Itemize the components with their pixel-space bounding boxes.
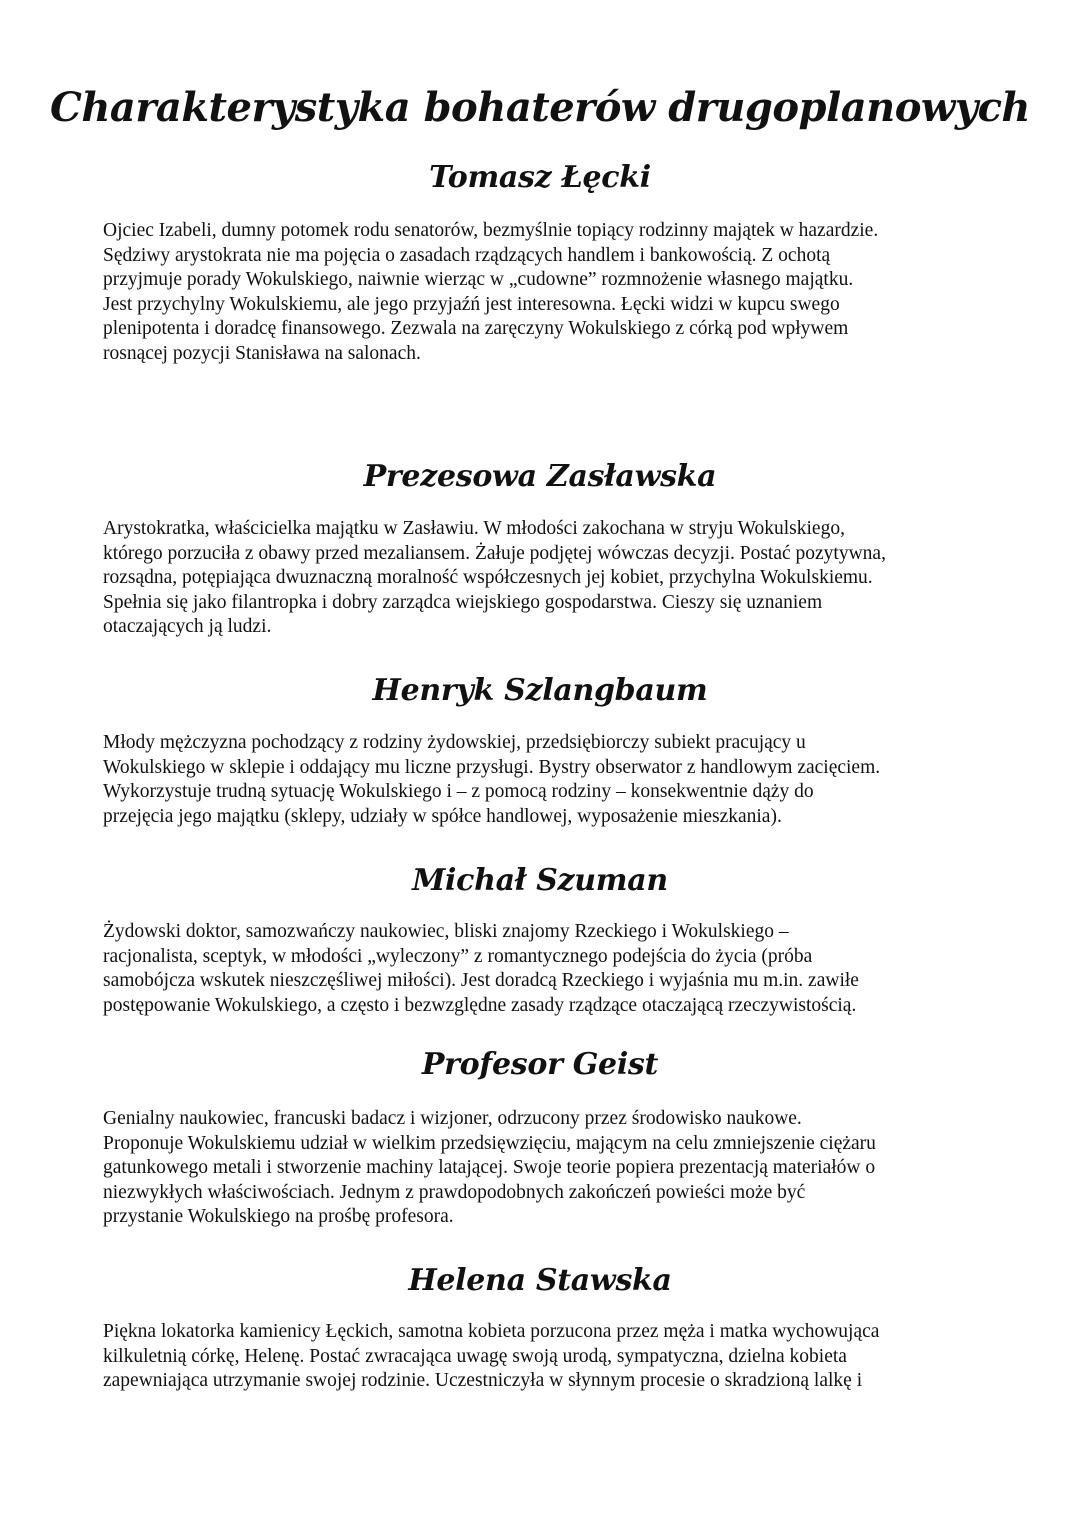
text-line: Ojciec Izabeli, dumny potomek rodu senatorów, bezmyślnie topiący rodzinny majątek w hazardzie. — [103, 220, 879, 241]
section-body-profesor-geist — [103, 1107, 983, 1230]
section-heading-profesor-geist: Profesor Geist — [421, 1047, 659, 1082]
text-line: Wykorzystuje trudną sytuację Wokulskiego i – z pomocą rodziny – konsekwentnie dąży do — [103, 781, 814, 803]
section-body-helena-stawska — [103, 1320, 983, 1394]
text-line: Jest przychylny Wokulskiemu, ale jego przyjaźń jest interesowna. Łęcki widzi w kupcu swego — [103, 293, 840, 315]
section-body-michal-szuman — [103, 920, 983, 1018]
text-line: przyjmuje porady Wokulskiego, naiwnie wierząc w „cudowne” rozmnożenie własnego majątku. — [103, 269, 854, 291]
section-heading-prezesowa-zaslawska: Prezesowa Zasławska — [363, 459, 717, 494]
section-heading-tomasz-lecki: Tomasz Łęcki — [429, 160, 651, 195]
text-line: Arystokratka, właścicielka majątku w Zasławiu. W młodości zakochana w stryju Wokulskiego, — [103, 518, 845, 539]
section-heading-michal-szuman: Michał Szuman — [412, 863, 668, 898]
text-line: otaczających ją ludzi. — [103, 616, 272, 638]
section-body-prezesowa-zaslawska — [103, 517, 983, 640]
text-line: przejęcia jego majątku (sklepy, udziały w spółce handlowej, wyposażenie mieszkania). — [103, 805, 782, 827]
text-line: Żydowski doktor, samozwańczy naukowiec, bliski znajomy Rzeckiego i Wokulskiego – — [103, 921, 789, 942]
text-line: kilkuletnią córkę, Helenę. Postać zwracająca uwagę swoją urodą, sympatyczna, dzielna kobieta — [103, 1345, 847, 1367]
text-line: gatunkowego metali i stworzenie machiny latającej. Swoje teorie popiera prezentacją materiałów o — [103, 1157, 876, 1179]
text-line: postępowanie Wokulskiego, a często i bezwzględne zasady rządzące otaczającą rzeczywistością. — [103, 994, 857, 1016]
text-line: samobójcza wskutek nieszczęśliwej miłości). Jest doradcą Rzeckiego i wyjaśnia mu m.in. zawiłe — [103, 970, 859, 992]
text-line: Wokulskiego w sklepie i oddający mu liczne przysługi. Bystry obserwator z handlowym zacięciem. — [103, 756, 881, 778]
text-line: racjonalista, sceptyk, w młodości „wyleczony” z romantycznego podejścia do życia (próba — [103, 945, 813, 967]
text-line: którego porzuciła z obawy przed mezaliansem. Żałuje podjętej wówczas decyzji. Postać pozytywna, — [103, 542, 886, 564]
section-body-tomasz-lecki — [103, 219, 983, 367]
text-line: niezwykłych właściwościach. Jednym z prawdopodobnych zakończeń powieści może być — [103, 1181, 806, 1203]
text-line: Proponuje Wokulskiemu udział w wielkim przedsięwzięciu, mającym na celu zmniejszenie ciężaru — [103, 1132, 876, 1154]
text-line: Sędziwy arystokrata nie ma pojęcia o zasadach rządzących handlem i bankowością. Z ochotą — [103, 244, 831, 266]
text-line: przystanie Wokulskiego na prośbę profesora. — [103, 1206, 454, 1228]
text-line: Spełnia się jako filantropka i dobry zarządca wiejskiego gospodarstwa. Cieszy się uznaniem — [103, 591, 823, 613]
section-body-henryk-szlangbaum — [103, 731, 983, 829]
text-line: plenipotenta i doradcę finansowego. Zezwala na zaręczyny Wokulskiego z córką pod wpływem — [103, 318, 849, 340]
text-line: rozsądna, potępiająca dwuznaczną moralność współczesnych jej kobiet, przychylna Wokulskiemu. — [103, 567, 873, 589]
text-line: Młody mężczyzna pochodzący z rodziny żydowskiej, przedsiębiorczy subiekt pracujący u — [103, 732, 806, 753]
section-heading-helena-stawska: Helena Stawska — [408, 1263, 672, 1298]
document-title: Charakterystyka bohaterów drugoplanowych — [50, 84, 1030, 131]
section-heading-henryk-szlangbaum: Henryk Szlangbaum — [372, 673, 708, 708]
text-line: zapewniająca utrzymanie swojej rodzinie. Uczestniczyła w słynnym procesie o skradzioną lalkę i — [103, 1370, 863, 1392]
text-line: Piękna lokatorka kamienicy Łęckich, samotna kobieta porzucona przez męża i matka wychowująca — [103, 1321, 880, 1342]
text-line: Genialny naukowiec, francuski badacz i wizjoner, odrzucony przez środowisko naukowe. — [103, 1108, 802, 1129]
text-line: rosnącej pozycji Stanisława na salonach. — [103, 342, 421, 364]
